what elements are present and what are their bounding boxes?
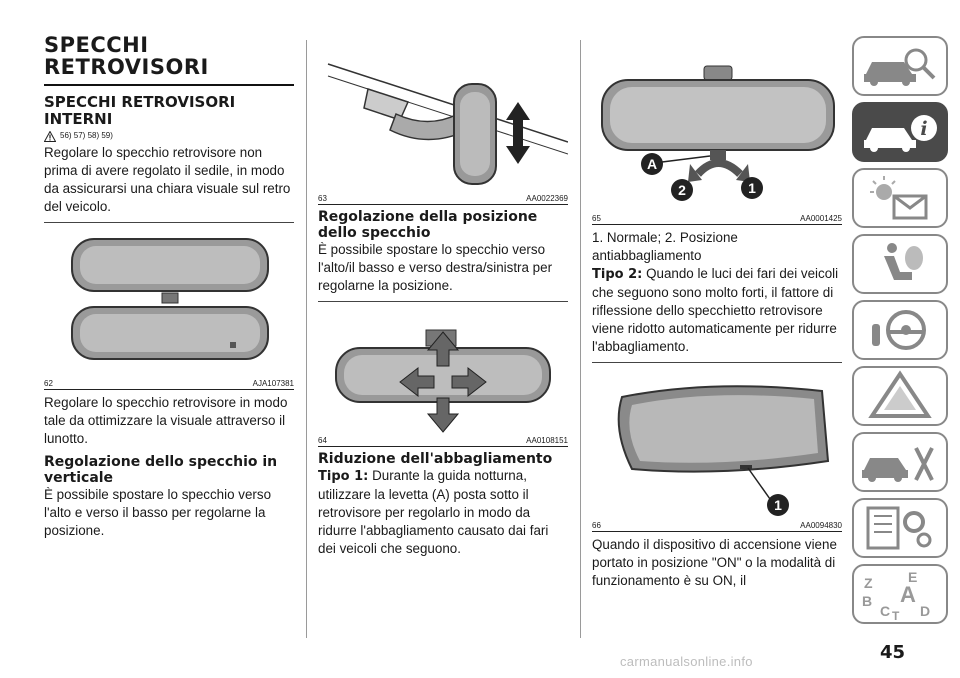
index-letter-e: E	[908, 569, 918, 585]
svg-text:i: i	[920, 118, 928, 140]
figure-64	[318, 308, 568, 447]
divider	[592, 362, 842, 363]
mirror-lever-illustration	[592, 34, 842, 214]
figure-caption	[318, 194, 568, 205]
warning-triangle-icon	[44, 131, 56, 142]
tipo1-text: Durante la guida notturna, utilizzare la levetta (A) posta sotto il retrovisore per regolarlo in modo da ridurre l'abbagliamento causato dai fari dei veicoli che seguono.	[318, 468, 549, 556]
label-1: 1	[748, 180, 756, 196]
divider	[44, 222, 294, 223]
paragraph-tipo1	[318, 467, 568, 558]
figure-62	[44, 229, 294, 390]
figure-65-legend: 1. Normale; 2. Posizione antiabbagliamento	[592, 230, 738, 263]
mirror-vertical-illustration	[318, 34, 568, 194]
paragraph-tipo2	[592, 265, 842, 356]
warning-lights-message-icon	[854, 170, 946, 226]
heading-position-adjust: Regolazione della posizione dello specchio	[318, 209, 538, 241]
car-search-icon	[854, 38, 946, 94]
car-info-icon	[854, 104, 946, 160]
tab-emergency[interactable]	[852, 366, 948, 426]
subsection-title	[44, 94, 294, 128]
warning-triangle-icon	[854, 368, 946, 424]
warning-references	[44, 130, 294, 142]
figure-66	[592, 369, 842, 532]
index-letter-a: A	[900, 582, 916, 607]
figure-number: 63	[318, 194, 327, 203]
label-2: 2	[678, 182, 686, 198]
label-1: 1	[774, 497, 782, 513]
figure-number: 65	[592, 214, 601, 223]
paragraph-position: È possibile spostare lo specchio verso l'alto/il basso e verso destra/sinistra per regolarne la posizione.	[318, 242, 553, 293]
figure-65	[592, 34, 842, 225]
column-divider-2	[580, 40, 581, 638]
figure-code: AJA107381	[252, 379, 294, 388]
tab-warning-lights[interactable]	[852, 168, 948, 228]
figure-number: 62	[44, 379, 53, 388]
subsection-title-line1: SPECCHI RETROVISORI	[44, 93, 236, 111]
figure-caption	[44, 379, 294, 390]
watermark: carmanualsonline.info	[620, 654, 753, 669]
section-title-line2: RETROVISORI	[44, 55, 209, 79]
tab-index[interactable]	[852, 564, 948, 624]
paragraph-intro: Regolare lo specchio retrovisore non prima di avere regolato il sedile, in modo da assicurarsi una chiara visuale sul retro del veicolo.	[44, 145, 291, 214]
tab-car-search[interactable]	[852, 36, 948, 96]
index-letter-c: C	[880, 603, 891, 619]
figure-code: AA0001425	[800, 214, 842, 223]
figure-caption	[592, 214, 842, 225]
figure-number: 64	[318, 436, 327, 445]
figure-number: 66	[592, 521, 601, 530]
paragraph-ignition: Quando il dispositivo di accensione viene portato in posizione "ON" o la modalità di funzionamento è su ON, il	[592, 537, 837, 588]
tab-car-info[interactable]	[852, 102, 948, 162]
column-right	[592, 34, 842, 590]
column-middle	[318, 34, 568, 558]
mirror-four-way-illustration	[318, 308, 568, 436]
tipo2-text: Quando le luci dei fari dei veicoli che seguono sono molto forti, il fattore di riflessione dello specchietto retrovisore viene ridotto automaticamente per ridurre l'abbagliamento.	[592, 266, 839, 354]
steering-wheel-key-icon	[854, 302, 946, 358]
warning-refs-text: 56) 57) 58) 59)	[60, 131, 113, 140]
label-a: A	[646, 156, 658, 172]
heading-vertical-adjust: Regolazione dello specchio in verticale	[44, 454, 278, 486]
index-letter-b: B	[862, 593, 873, 609]
figure-caption	[592, 521, 842, 532]
figure-caption	[318, 436, 568, 447]
tab-maintenance[interactable]	[852, 432, 948, 492]
column-left	[44, 34, 294, 540]
tipo2-label: Tipo 2:	[592, 267, 643, 282]
page-number: 45	[880, 642, 906, 663]
section-title-line1: SPECCHI	[44, 33, 149, 57]
title-rule	[44, 84, 294, 86]
index-letter-z: Z	[864, 575, 873, 591]
index-letter-t: T	[892, 609, 900, 622]
tab-safety[interactable]	[852, 234, 948, 294]
figure-code: AA0108151	[526, 436, 568, 445]
subsection-title-line2: INTERNI	[44, 110, 113, 128]
mirror-illustration	[44, 229, 294, 379]
alphabetical-index-icon	[854, 566, 946, 622]
column-divider-1	[306, 40, 307, 638]
index-letter-d: D	[920, 603, 931, 619]
heading-anti-glare: Riduzione dell'abbagliamento	[318, 451, 553, 467]
figure-code: AA0094830	[800, 521, 842, 530]
tab-starting-driving[interactable]	[852, 300, 948, 360]
airbag-seat-icon	[854, 236, 946, 292]
figure-63	[318, 34, 568, 205]
specs-gears-icon	[854, 500, 946, 556]
section-title	[44, 34, 294, 78]
paragraph-vertical: È possibile spostare lo specchio verso l'alto e verso il basso per regolarne la posizione.	[44, 487, 272, 538]
divider	[318, 301, 568, 302]
tipo1-label: Tipo 1:	[318, 469, 369, 484]
figure-code: AA0022369	[526, 194, 568, 203]
auto-dimming-mirror-illustration	[592, 369, 842, 521]
car-tools-icon	[854, 434, 946, 490]
paragraph-adjust: Regolare lo specchio retrovisore in modo tale da ottimizzare la visuale attraverso il lunotto.	[44, 395, 288, 446]
tab-specs[interactable]	[852, 498, 948, 558]
